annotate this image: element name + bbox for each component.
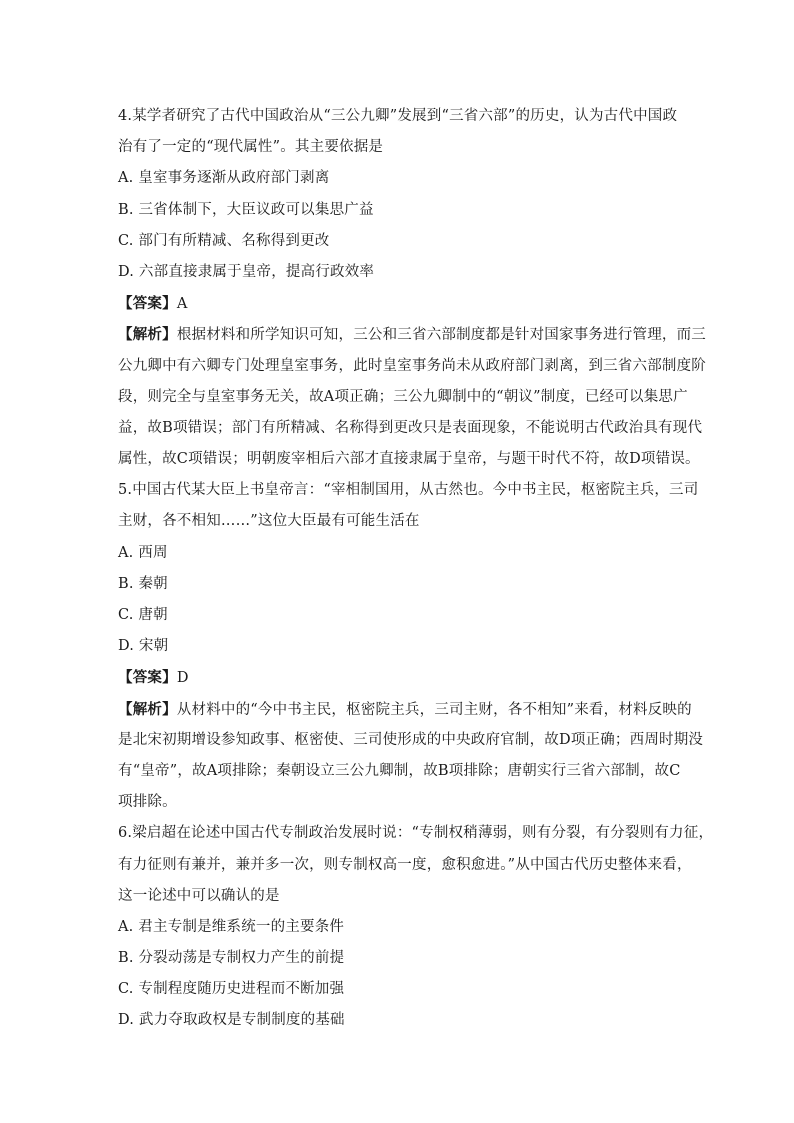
option-b: B. 分裂动荡是专制权力产生的前提 [118,950,345,967]
analysis-text: 根据材料和所学知识可知，三公和三省六部制度都是针对国家事务进行管理，而三 [176,327,707,344]
analysis-line: 是北宋初期增设参知政事、枢密使、三司使形成的中央政府官制，故D项正确；西周时期没 [118,731,704,748]
analysis-tag: 【解析】 [118,700,177,718]
option-b: B. 三省体制下，大臣议政可以集思广益 [118,201,374,218]
answer-value: A [176,296,188,313]
answer-line [118,662,678,693]
option-d: D. 武力夺取政权是专制制度的基础 [118,1012,345,1029]
option-c: C. 唐朝 [118,607,168,623]
option-d: D. 六部直接隶属于皇帝，提高行政效率 [118,263,375,280]
analysis-line: 属性，故C项错误；明朝废宰相后六部才直接隶属于皇帝，与题干时代不符，故D项错误。 [118,451,700,468]
analysis-line: 益，故B项错误；部门有所精减、名称得到更改只是表面现象，不能说明古代政治具有现代 [118,419,703,436]
question-stem-line: 这一论述中可以确认的是 [118,887,280,904]
question-5 [118,475,704,818]
document-page [118,101,714,1037]
question-stem-line: 4.某学者研究了古代中国政治从“三公九卿”发展到“三省六部”的历史，认为古代中国政 [118,108,678,124]
analysis-tag: 【解析】 [118,326,177,344]
question-stem-line: 5.中国古代某大臣上书皇帝言：“宰相制国用，从古然也。今中书主民，枢密院主兵，三司 [118,482,699,499]
question-6 [118,818,714,1036]
option-c: C. 部门有所精减、名称得到更改 [118,232,330,249]
option-d: D. 宋朝 [118,638,169,655]
analysis-line: 有“皇帝”，故A项排除；秦朝设立三公九卿制，故B项排除；唐朝实行三省六部制，故C [118,762,681,779]
option-c: C. 专制程度随历史进程而不断加强 [118,981,345,998]
analysis-line [118,319,707,350]
answer-line [118,288,678,319]
option-a: A. 西周 [118,544,168,561]
option-b: B. 秦朝 [118,575,168,592]
analysis-line: 段，则完全与皇室事务无关，故A项正确；三公九卿制中的“朝议”制度，已经可以集思广 [118,388,688,405]
answer-value: D [176,670,189,687]
analysis-line [118,694,692,725]
question-stem-line: 有力征则有兼并，兼并多一次，则专制权高一度，愈积愈进。”从中国古代历史整体来看， [118,856,692,873]
question-stem-line: 治有了一定的“现代属性”。其主要依据是 [118,139,384,156]
question-4 [118,101,707,475]
analysis-line: 项排除。 [118,794,177,811]
answer-tag: 【答案】 [118,295,177,313]
question-stem-line: 6.梁启超在论述中国古代专制政治发展时说：“专制权稍薄弱，则有分裂，有分裂则有力征， [118,825,714,842]
option-a: A. 君主专制是维系统一的主要条件 [118,918,345,935]
analysis-text: 从材料中的“今中书主民，枢密院主兵，三司主财，各不相知”来看，材料反映的 [176,701,692,718]
analysis-line: 公九卿中有六卿专门处理皇室事务，此时皇室事务尚未从政府部门剥离，到三省六部制度阶 [118,357,706,374]
option-a: A. 皇室事务逐渐从政府部门剥离 [118,170,330,187]
answer-tag: 【答案】 [118,669,177,687]
question-stem-line: 主财，各不相知……”这位大臣最有可能生活在 [118,513,420,530]
